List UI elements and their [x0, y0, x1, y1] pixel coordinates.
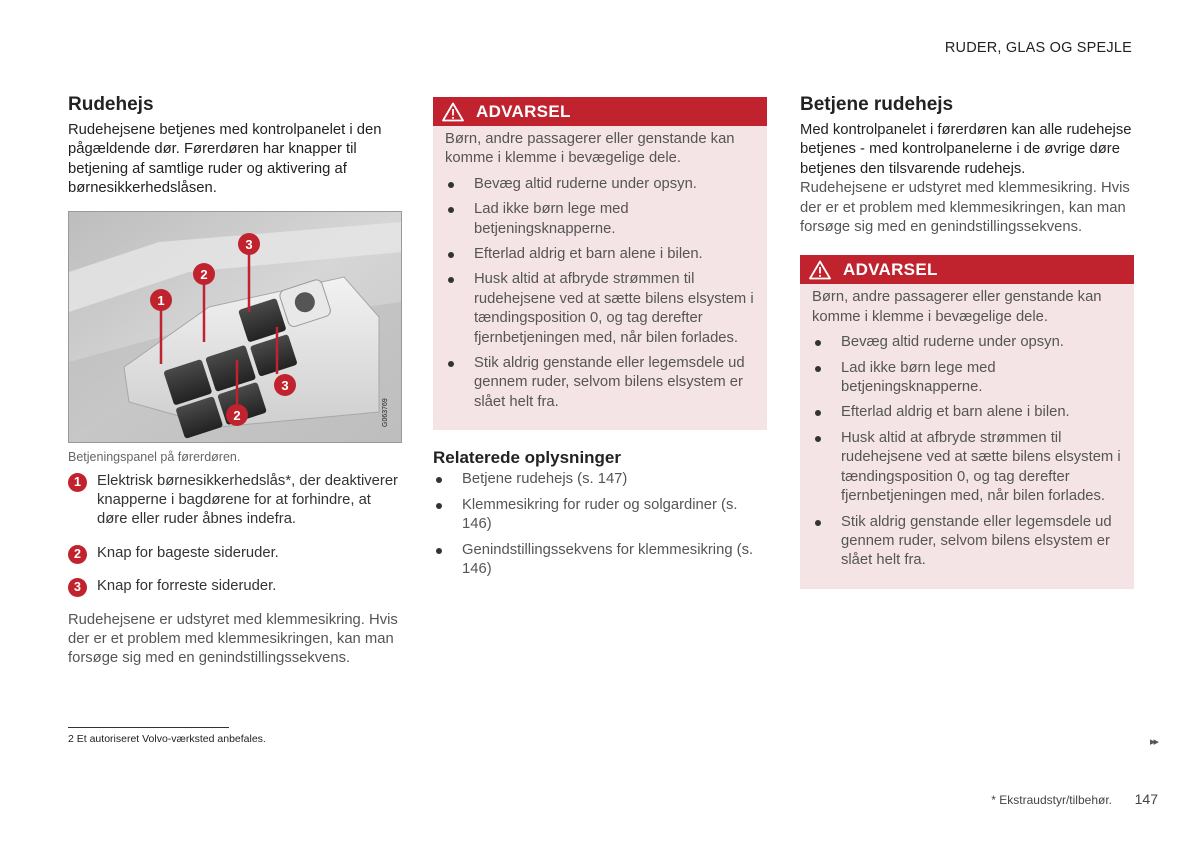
warning-item: Lad ikke børn lege med betjeningsknapperne.: [812, 359, 1122, 398]
warning-intro: Børn, andre passagerer eller genstande kan komme i klemme i bevægelige dele.: [812, 289, 1102, 325]
callout-label: 3: [245, 236, 253, 252]
warning-item: Bevæg altid ruderne under opsyn.: [812, 333, 1122, 352]
figure-code: G063769: [382, 397, 389, 427]
warning-title: ADVARSEL: [843, 259, 938, 279]
footnote: 2 Et autoriseret Volvo-værksted anbefales.: [68, 733, 266, 745]
rudehejs-intro: Rudehejsene betjenes med kontrolpanelet i den pågældende dør. Førerdøren har knapper til betjening af samtlige ruder og aktivering af børnesikkerhedslåsen.: [68, 122, 382, 197]
betjene-body: Rudehejsene er udstyret med klemmesikring. Hvis der er et problem med klemmesikringen, kan man forsøge sig med en genindstillingssekvens.: [800, 180, 1130, 236]
callout-item: [68, 472, 402, 530]
figure-caption: Betjeningspanel på førerdøren.: [68, 449, 241, 464]
warning-item: Husk altid at afbryde strømmen til rudehejsene ved at sætte bilens elsystem i tændingsposition 0, og tag derefter fjernbetjeningen med, når bilen forlades.: [445, 270, 755, 348]
related-link[interactable]: Genindstillingssekvens for klemmesikring (s. 146): [433, 541, 767, 580]
callout-label: 2: [233, 407, 241, 423]
column-warning: [433, 97, 767, 585]
warning-title: ADVARSEL: [476, 101, 571, 121]
warning-item: Efterlad aldrig et barn alene i bilen.: [812, 403, 1122, 422]
related-list: [433, 470, 767, 579]
related-link[interactable]: Klemmesikring for ruder og solgardiner (s. 146): [433, 496, 767, 535]
warning-header: [800, 255, 1134, 284]
betjene-lead: Med kontrolpanelet i førerdøren kan alle rudehejse betjenes - med kontrolpanelerne i de øvrige døre betjenes den tilsvarende rudehejs.: [800, 122, 1132, 177]
callout-list: [68, 472, 402, 597]
related-heading: Relaterede oplysninger: [433, 448, 622, 468]
rudehejs-outro: Rudehejsene er udstyret med klemmesikring. Hvis der er et problem med klemmesikringen, kan man forsøge sig med en genindstillingssekvens.: [68, 611, 398, 667]
callout-text: Knap for forreste sideruder.: [97, 578, 277, 595]
footnote-divider: [68, 727, 229, 728]
warning-box-1: [433, 97, 767, 430]
callout-item: [68, 544, 402, 563]
warning-header: [433, 97, 767, 126]
warning-item: Husk altid at afbryde strømmen til rudehejsene ved at sætte bilens elsystem i tændingsposition 0, og tag derefter fjernbetjeningen med, når bilen forlades.: [812, 429, 1122, 507]
warning-item: Efterlad aldrig et barn alene i bilen.: [445, 245, 755, 264]
callout-label: 3: [281, 377, 289, 393]
warning-triangle-icon: [809, 260, 831, 280]
warning-list: [800, 333, 1134, 570]
column-rudehejs: [68, 94, 402, 669]
warning-item: Bevæg altid ruderne under opsyn.: [445, 175, 755, 194]
related-link[interactable]: Betjene rudehejs (s. 147): [433, 470, 767, 489]
callout-label: 1: [157, 292, 165, 308]
continue-arrows-icon: ▸▸: [1150, 736, 1158, 748]
callout-label: 2: [200, 266, 208, 282]
callout-number: 2: [68, 545, 87, 564]
section-heading-rudehejs: Rudehejs: [68, 94, 154, 115]
warning-box-2: [800, 255, 1134, 588]
page-number: 147: [1134, 791, 1158, 807]
section-heading-betjene: Betjene rudehejs: [800, 94, 954, 115]
warning-item: Stik aldrig genstande eller legemsdele ud gennem ruder, selvom bilens elsystem er slået helt fra.: [812, 513, 1122, 571]
warning-triangle-icon: [442, 102, 464, 122]
warning-item: Lad ikke børn lege med betjeningsknapperne.: [445, 200, 755, 239]
warning-list: [433, 175, 767, 412]
door-control-panel-figure: [68, 211, 402, 443]
callout-number: 1: [68, 473, 87, 492]
related-section: [433, 448, 767, 579]
warning-intro: Børn, andre passagerer eller genstande kan komme i klemme i bevægelige dele.: [445, 131, 735, 167]
callout-item: [68, 577, 402, 596]
callout-text: Elektrisk børnesikkerhedslås*, der deaktiverer knapperne i bagdørene for at forhindre, at døre eller ruder åbnes indefra.: [97, 472, 398, 528]
warning-item: Stik aldrig genstande eller legemsdele ud gennem ruder, selvom bilens elsystem er slået helt fra.: [445, 354, 755, 412]
callout-text: Knap for bageste sideruder.: [97, 544, 279, 561]
footer-note: * Ekstraudstyr/tilbehør.: [991, 793, 1112, 807]
running-head: RUDER, GLAS OG SPEJLE: [944, 40, 1132, 56]
callout-number: 3: [68, 578, 87, 597]
door-panel-illustration: [69, 212, 401, 442]
column-betjene-rudehejs: [800, 94, 1134, 589]
